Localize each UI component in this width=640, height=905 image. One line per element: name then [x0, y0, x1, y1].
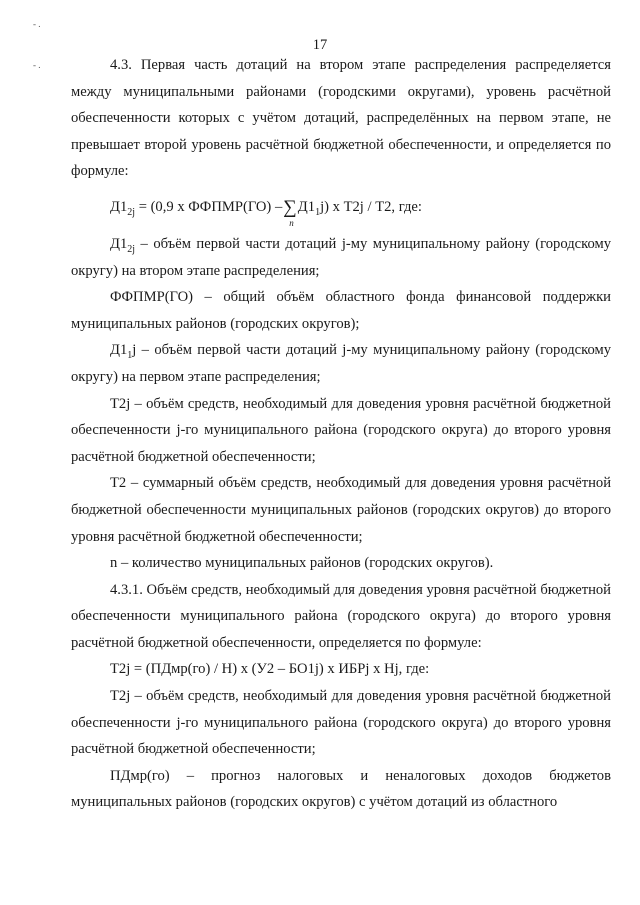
formula-term-subscript: 1 — [315, 206, 321, 218]
definition-t2j-repeat: Т2j – объём средств, необходимый для доведения уровня расчётной бюджетной обеспеченности j-го муниципального района (городского округа) до второго уровня расчётной бюджетной обеспеченности; — [71, 688, 611, 758]
formula-t2j: Т2j = (ПДмр(го) / Н) х (У2 – БО1j) х ИБРj х Нj, где: — [110, 661, 430, 678]
formula-tail: j) х Т2j / Т2, где: — [320, 198, 422, 215]
definition-dash: – — [136, 342, 155, 359]
symbol-one: 1 — [119, 235, 128, 252]
scan-speck-mark: - . — [33, 19, 41, 29]
sum-subscript: n — [289, 217, 294, 228]
definition-text: объём первой части дотаций j-му муниципальному району (городскому округу) на первом этапе распределения; — [71, 342, 612, 385]
page-number: 17 — [312, 37, 328, 53]
document-body — [71, 52, 611, 816]
paragraph-4-3-1: 4.3.1. Объём средств, необходимый для доведения уровня расчётной бюджетной обеспеченности муниципального района (городского округа) до второго уровня расчётной бюджетной обеспеченности, определяется по формуле: — [71, 581, 611, 651]
formula-lhs-d: Д — [110, 198, 120, 215]
sum-glyph: ∑ — [283, 196, 297, 218]
symbol-j: j — [132, 342, 137, 359]
symbol-d: Д — [110, 342, 120, 359]
sum-symbol — [283, 196, 297, 228]
definition-dash: – — [135, 235, 154, 252]
definition-d1-1j — [71, 337, 611, 390]
formula-term-d: Д1 — [297, 198, 316, 215]
definition-d1-2j — [71, 231, 611, 284]
symbol-one: 1 — [119, 342, 128, 359]
definition-ffpmr: ФФПМР(ГО) – общий объём областного фонда финансовой поддержки муниципальных районов (городских округов); — [71, 289, 611, 332]
definition-t2j: Т2j – объём средств, необходимый для доведения уровня расчётной бюджетной обеспеченности j-го муниципального района (городского округа) до второго уровня расчётной бюджетной обеспеченности; — [71, 395, 611, 465]
formula-lhs-1: 1 — [119, 198, 128, 215]
definition-t2: Т2 – суммарный объём средств, необходимый для доведения уровня расчётной бюджетной обеспеченности муниципальных районов (городских округов) до второго уровня расчётной бюджетной обеспеченности; — [71, 475, 611, 545]
symbol-d: Д — [110, 235, 120, 252]
symbol-sub-1: 1 — [127, 350, 133, 362]
definition-n: n – количество муниципальных районов (городских округов). — [110, 555, 494, 572]
scan-speck-mark: - . — [33, 60, 41, 70]
formula-d1-2j — [71, 189, 611, 228]
definition-text: объём первой части дотаций j-му муниципальному району (городскому округу) на втором этапе распределения; — [71, 235, 611, 279]
formula-lhs-subscript: 2j — [127, 206, 136, 218]
formula-middle: = (0,9 х ФФПМР(ГО) – — [135, 198, 283, 215]
paragraph-4-3: 4.3. Первая часть дотаций на втором этапе распределения распределяется между муниципальными районами (городскими округами), уровень расчётной обеспеченности которых с учётом дотаций, распределённых на первом этапе, не превышает второй уровень расчётной бюджетной обеспеченности, и определяется по формуле: — [71, 57, 611, 180]
symbol-sub-2j: 2j — [127, 243, 136, 255]
definition-pdmr: ПДмр(го) – прогноз налоговых и неналоговых доходов бюджетов муниципальных районов (городских округов) с учётом дотаций из областного — [71, 767, 611, 811]
